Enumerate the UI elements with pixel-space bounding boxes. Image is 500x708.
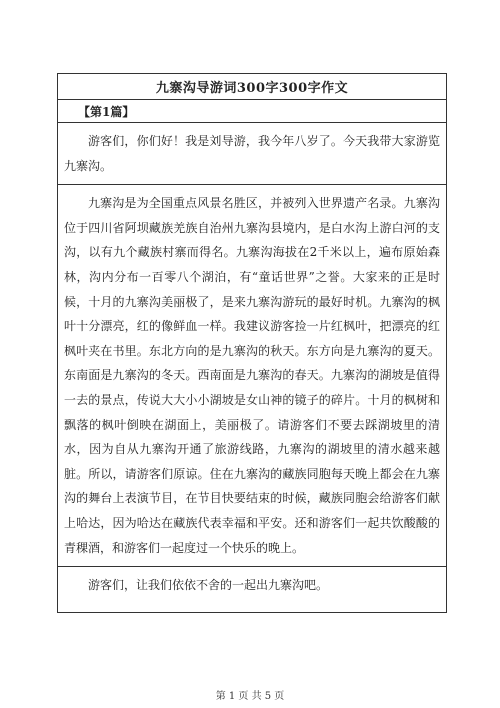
paragraph-intro: 游客们，你们好！我是刘导游，我今年八岁了。今天我带大家游览九寨沟。 [58,123,446,185]
page-number: 第 1 页 共 5 页 [215,691,285,702]
document-table [57,73,447,613]
paragraph-closing: 游客们，让我们依依不舍的一起出九寨沟吧。 [88,578,329,593]
document-title: 九寨沟导游词300字300字作文 [58,74,446,100]
section-label: 【第1篇】 [58,100,446,123]
paragraph-body: 九寨沟是为全国重点风景名胜区，并被列入世界遗产名录。九寨沟位于四川省阿坝藏族羌族自治州九寨沟县境内，是白水沟上游白河的支沟，以有九个藏族村寨而得名。九寨沟海拔在2千米以上，遍布原始森林，沟内分布一百零八个湖泊，有“童话世界”之誉。大家来的正是时候，十月的九寨沟美丽极了，是来九寨沟游玩的最好时机。九寨沟的枫叶十分漂亮，红的像鲜血一样。我建议游客捡一片红枫叶，把漂亮的红枫叶夹在书里。东北方向的是九寨沟的秋天。东方向是九寨沟的夏天。东南面是九寨沟的冬天。西南面是九寨沟的春天。九寨沟的湖坡是值得一去的景点，传说大大小小湖坡是女山神的镜子的碎片。十月的枫树和飘落的枫叶倒映在湖面上，美丽极了。请游客们不要去踩湖坡里的清水，因为自从九寨沟开通了旅游线路，九寨沟的湖坡里的清水越来越脏。所以，请游客们原谅。住在九寨沟的藏族同胞每天晚上都会在九寨沟的舞台上表演节目，在节目快要结束的时候，藏族同胞会给游客们献上哈达，因为哈达在藏族代表幸福和平安。还和游客们一起共饮酸酸的青稞酒，和游客们一起度过一个快乐的晚上。 [58,185,446,567]
